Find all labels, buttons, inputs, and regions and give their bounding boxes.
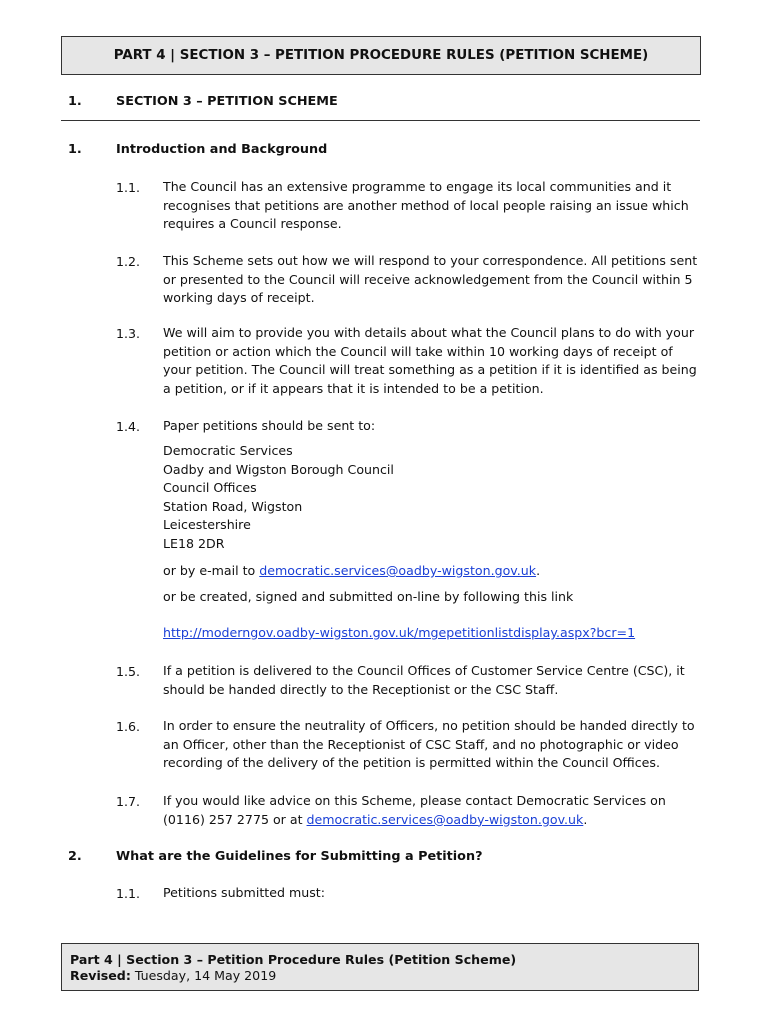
page-title-box xyxy=(61,36,701,75)
address-line: Oadby and Wigston Borough Council xyxy=(163,461,394,477)
revised-value: Tuesday, 14 May 2019 xyxy=(130,968,277,983)
text-line: requires a Council response. xyxy=(163,216,342,232)
contact-suffix: . xyxy=(583,811,588,827)
footer-title: Part 4 | Section 3 – Petition Procedure Rules (Petition Scheme) xyxy=(70,952,517,967)
page-footer xyxy=(61,943,699,991)
text-line: a petition, or if it appears that it is intended to be a petition. xyxy=(163,380,544,396)
email-link[interactable]: democratic.services@oadby-wigston.gov.uk xyxy=(259,563,537,578)
intro-number: 1. xyxy=(68,142,82,157)
text-line: should be handed directly to the Receptionist or the CSC Staff. xyxy=(163,681,559,697)
guidelines-heading: What are the Guidelines for Submitting a Petition? xyxy=(116,849,483,864)
guidelines-number: 2. xyxy=(68,849,82,864)
address-line: Council Offices xyxy=(163,480,257,496)
online-text: or be created, signed and submitted on-line by following this link xyxy=(163,589,574,604)
paragraph-1-6 xyxy=(163,717,703,773)
text-line: recording of the delivery of the petition is permitted within the Council Offices. xyxy=(163,755,660,771)
contact-email-link[interactable]: democratic.services@oadby-wigston.gov.uk xyxy=(306,811,584,827)
para-number: 1.1. xyxy=(116,180,141,195)
section-number: 1. xyxy=(68,94,82,109)
text-line: or presented to the Council will receive acknowledgement from the Council within 5 xyxy=(163,271,693,287)
para-number: 1.1. xyxy=(116,886,141,901)
text-line: This Scheme sets out how we will respond to your correspondence. All petitions sent xyxy=(163,253,698,268)
address-line: Democratic Services xyxy=(163,443,293,458)
footer-revised xyxy=(70,968,698,984)
text-line: We will aim to provide you with details about what the Council plans to do with your xyxy=(163,325,695,340)
paragraph-1-3 xyxy=(163,324,703,398)
text-line: In order to ensure the neutrality of Officers, no petition should be handed directly to xyxy=(163,718,695,733)
email-line xyxy=(163,562,540,581)
text-line: an Officer, other than the Receptionist of CSC Staff, and no photographic or video xyxy=(163,736,679,752)
postal-address xyxy=(163,442,394,554)
section-title: SECTION 3 – PETITION SCHEME xyxy=(116,94,338,109)
paragraph-1-5 xyxy=(163,662,703,699)
intro-heading: Introduction and Background xyxy=(116,142,328,157)
email-suffix: . xyxy=(536,563,541,578)
paragraph-1-7 xyxy=(163,792,703,829)
address-line: Station Road, Wigston xyxy=(163,498,303,514)
text-line: your petition. The Council will treat something as a petition if it is identified as being xyxy=(163,362,697,378)
para-number: 1.3. xyxy=(116,326,141,341)
section-divider xyxy=(61,120,700,121)
paragraph-1-2 xyxy=(163,252,703,308)
email-prefix: or by e-mail to xyxy=(163,563,260,578)
text-line: The Council has an extensive programme to engage its local communities and it xyxy=(163,179,672,194)
text-line: recognises that petitions are another method of local people raising an issue which xyxy=(163,197,689,213)
paragraph-1-4 xyxy=(163,417,703,436)
para-number: 1.6. xyxy=(116,719,141,734)
text-line: Paper petitions should be sent to: xyxy=(163,418,376,433)
petition-url-line xyxy=(163,624,635,643)
address-line: LE18 2DR xyxy=(163,535,225,551)
text-line: petition or action which the Council will take within 10 working days of receipt of xyxy=(163,343,673,359)
contact-line xyxy=(163,811,703,830)
para-number: 1.2. xyxy=(116,254,141,269)
text-line: If you would like advice on this Scheme, please contact Democratic Services on xyxy=(163,793,666,808)
page-title: PART 4 | SECTION 3 – PETITION PROCEDURE RULES (PETITION SCHEME) xyxy=(113,48,649,63)
para-number: 1.4. xyxy=(116,419,141,434)
contact-prefix: (0116) 257 2775 or at xyxy=(163,811,307,827)
text-line: working days of receipt. xyxy=(163,290,315,306)
revised-label: Revised: xyxy=(70,968,131,983)
address-line: Leicestershire xyxy=(163,517,251,533)
petition-url-link[interactable]: http://moderngov.oadby-wigston.gov.uk/mgepetitionlistdisplay.aspx?bcr=1 xyxy=(163,625,636,640)
para-number: 1.5. xyxy=(116,664,141,679)
text-line: If a petition is delivered to the Council Offices of Customer Service Centre (CSC), it xyxy=(163,663,685,678)
para-number: 1.7. xyxy=(116,794,141,809)
guidelines-subtext: Petitions submitted must: xyxy=(163,885,325,900)
paragraph-1-1 xyxy=(163,178,703,234)
